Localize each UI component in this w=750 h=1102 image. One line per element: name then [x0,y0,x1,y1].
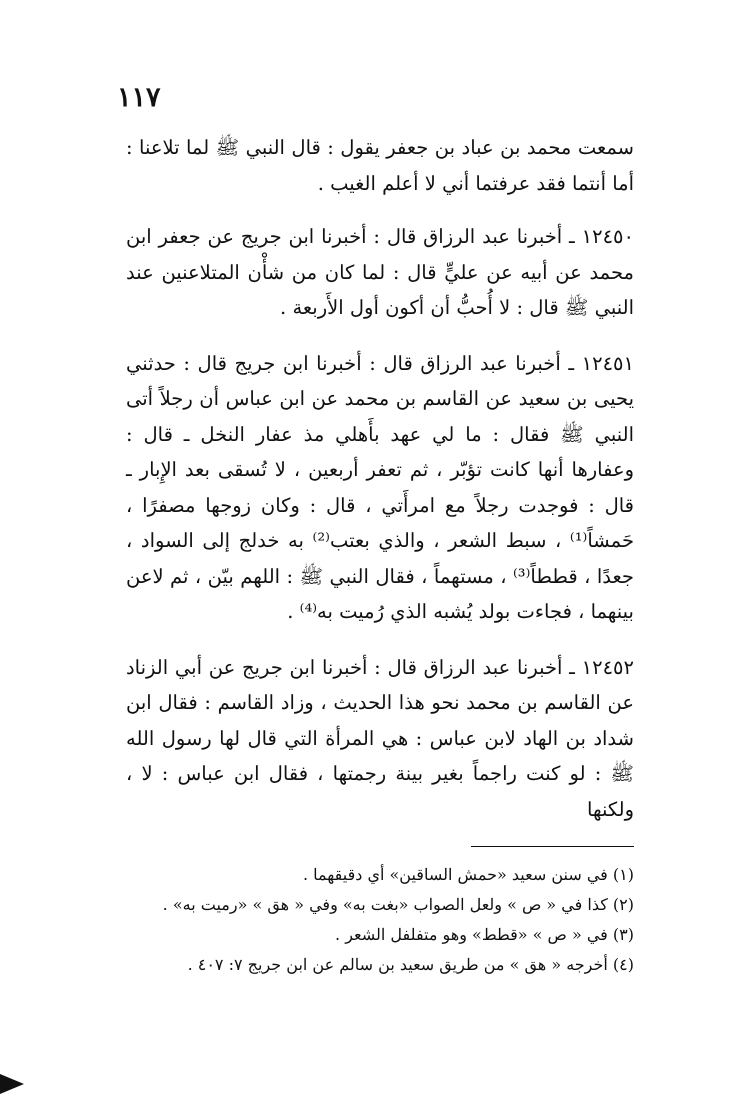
page-corner-marker-icon [0,1074,24,1094]
paragraph-12452: ١٢٤٥٢ ـ أخبرنا عبد الرزاق قال : أخبرنا ابن جريج عن أبي الزناد عن القاسم بن محمد نحو هذا الحديث ، وزاد القاسم : فقال ابن شداد بن الهاد لابن عباس : هي المرأة التي قال لها رسول الله ﷺ : لو كنت راجماً بغير بينة رجمتها ، فقال ابن عباس : لا ، ولكنها [126,655,634,821]
footnotes [150,860,634,980]
footnote-1: (١) في سنن سعيد «حمش الساقين» أي دقيقهما . [302,865,634,884]
body-text [126,130,634,847]
footnote-4: (٤) أخرجه « هق » من طريق سعيد بن سالم عن ابن جريج ٧: ٤٠٧ . [187,955,634,974]
footnote-3: (٣) في « ص » «قطط» وهو متفلفل الشعر . [335,925,634,944]
paragraph-intro: سمعت محمد بن عباد بن جعفر يقول : قال النبي ﷺ لما تلاعنا : أما أنتما فقد عرفتما أني لا أعلم الغيب . [126,136,634,195]
footnote-2: (٢) كذا في « ص » ولعل الصواب «بغت به» وفي « هق » «رميت به» . [162,895,634,914]
footnote-divider [471,846,634,847]
paragraph-12451: ١٢٤٥١ ـ أخبرنا عبد الرزاق قال : أخبرنا ابن جريج قال : حدثني يحيى بن سعيد عن القاسم بن محمد عن ابن عباس أن رجلاً أتى النبي ﷺ فقال : ما لي عهد بأَهلي مذ عفار النخل ـ قال : وعفارها أنها كانت تؤبّر ، ثم تعفر أربعين ، لا تُسقى بعد الإِبار ـ قال : فوجدت رجلاً مع امرأَتي ، قال : وكان زوجها مصفرًا ، حَمشاً⁽¹⁾ ، سبط الشعر ، والذي بعتب⁽²⁾ به خدلج إلى السواد ، جعدًا ، قططاً⁽³⁾ ، مستهماً ، فقال النبي ﷺ : اللهم بيّن ، ثم لاعن بينهما ، فجاءت بولد يُشبه الذي رُميت به⁽⁴⁾ . [126,351,635,623]
paragraph-12450: ١٢٤٥٠ ـ أخبرنا عبد الرزاق قال : أخبرنا ابن جريج عن جعفر ابن محمد عن أبيه عن عليٍّ قال : لما كان من شأْن المتلاعنين عند النبي ﷺ قال : لا أُحبُّ أن أكون أول الأَربعة . [126,225,634,319]
page-number: ١١٧ [117,82,161,113]
